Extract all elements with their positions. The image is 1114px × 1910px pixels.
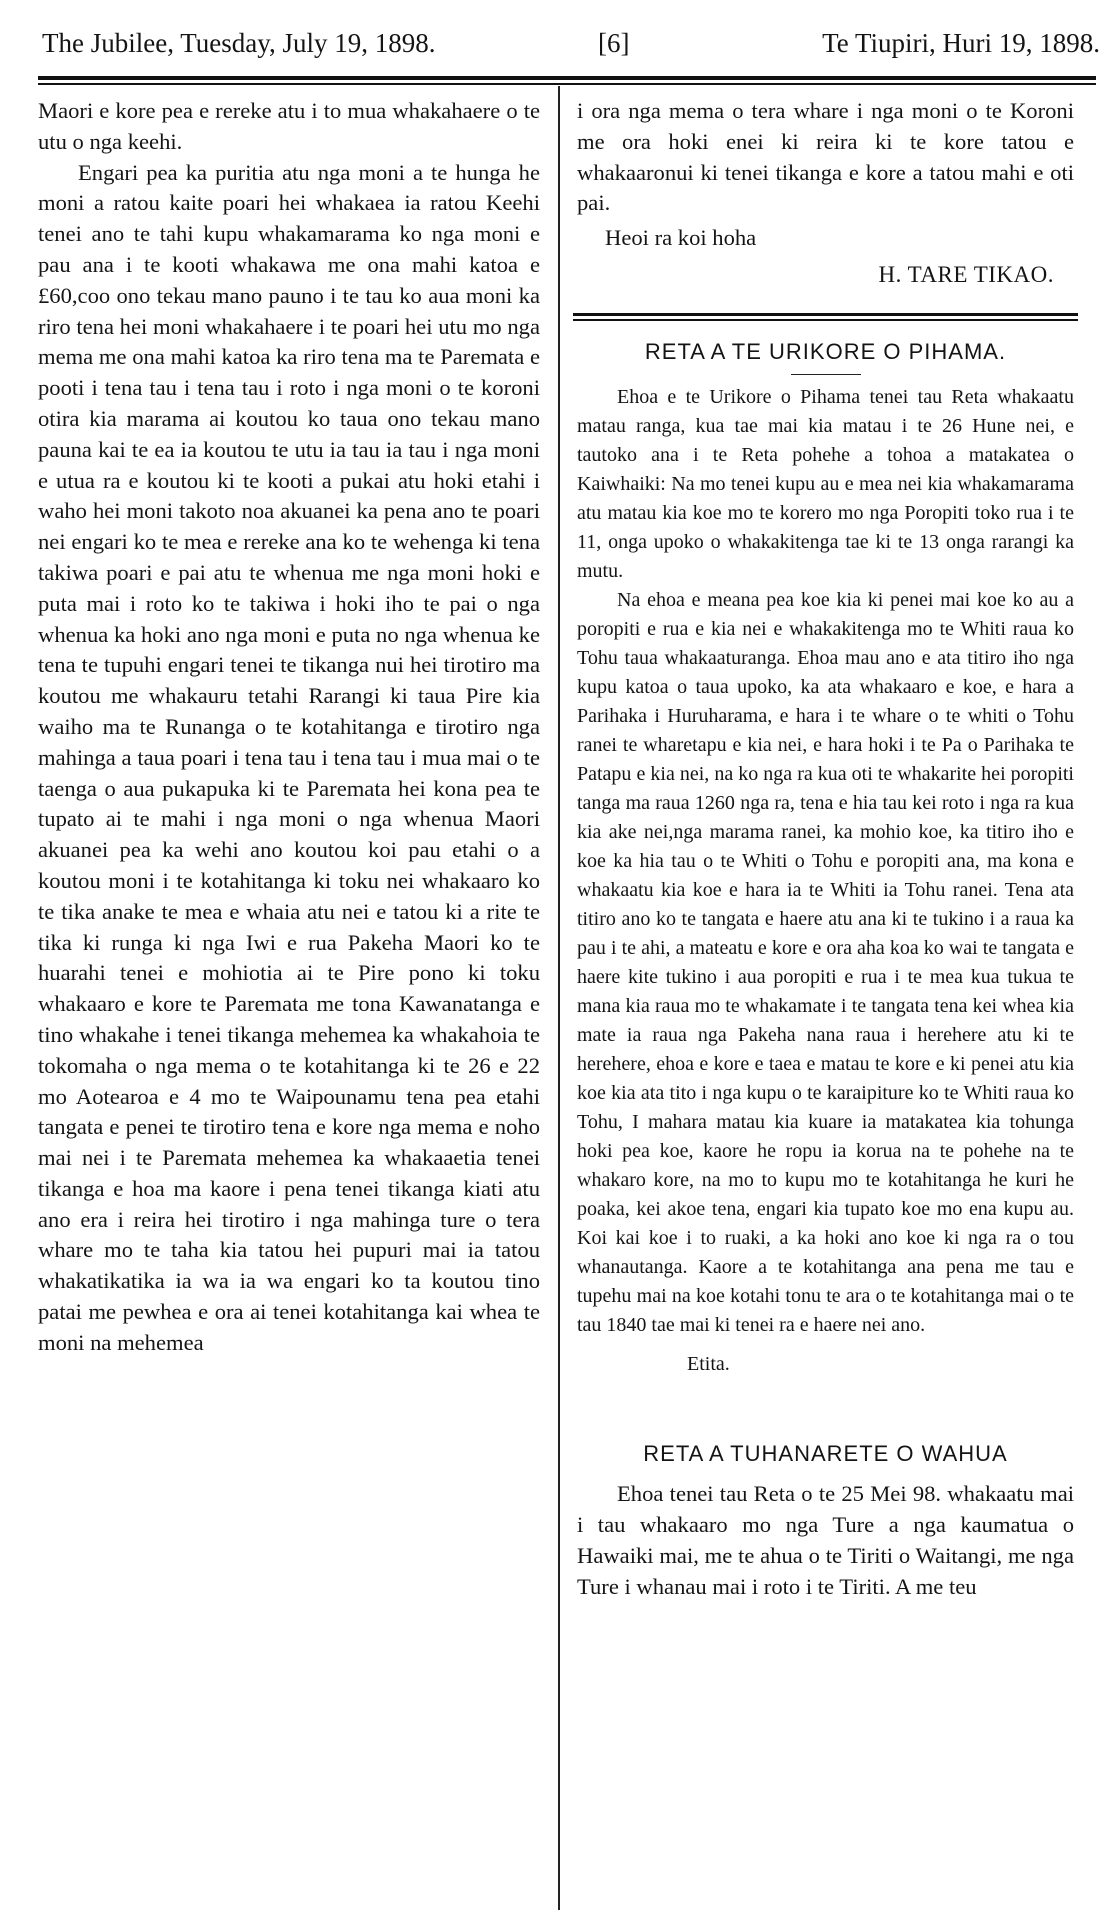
right-column	[577, 96, 1074, 1603]
column-divider	[558, 86, 560, 1910]
article-wahua-paragraph-1: Ehoa tenei tau Reta o te 25 Mei 98. whakaatu mai i tau whakaaro mo nga Ture a nga kaumatua o Hawaiki mai, me te ahua o te Tiriti o Waitangi, me nga Ture i whanau mai i roto i te Tiriti. A me teu	[577, 1481, 1074, 1599]
article-pihama	[577, 337, 1074, 1379]
letter-signoff: Heoi ra koi hoha	[605, 225, 757, 251]
left-column	[38, 96, 540, 1359]
article-pihama-paragraph-2: Na ehoa e meana pea koe kia ki penei mai koe ko au a poropiti e rua e kia nei e whakakitenga mo te Whiti raua ko Tohu taua whakaaturanga. Ehoa mau ano e ata titiro iho nga kupu katoa o taua upoko, ka ata whakaaro e koe, e hara a Parihaka i Huruharama, e hara i te whare o te whiti o Tohu ranei te wharetapu e kia nei, e hara hoki i te Pa o Parihaka te Patapu e kia nei, na ko nga ra kua oti te whakarite hei poropiti tanga ma raua 1260 nga ra, tena e hia tau kei roto i nga ra kua kia ake nei,nga marama ranei, ka mohio koe, ka titiro iho e koe ka hia tau o te Whiti o Tohu e poropiti ana, ma kona e whakaatu kia koe e hara ia te Whiti ia Tohu ranei. Tena ata titiro ano ko te tangata e haere atu ana ki te tukino i a raua ka pau i te ahi, a mateatu e kore e ora aha koa ko wai te tangata e haere kite tukino i aua poropiti e rua i te mea kua tukua te mana kia raua mo te whakamate i te tangata tena kei whea kia mate ia raua nga Pakeha nana raua i herehere atu ki te herehere, ehoa e kore e taea e matau te kore e ki penei atu kia koe kia ata tito i nga kupu o te karaipiture ko te Whiti raua ko Tohu, I mahara matau kia kuare ia matakatea kia tohunga hoki pea koe, kaore he ropu ia korua na te pohehe na te whakaro kore, na mo to kupu mo te kotahitanga he kuri he poaka, kei akoe tena, engari kia tupato koe mo ena kupu au. Koi kai koe i to ruaki, a ka hoki ano koe ki nga ra o tou whanautanga. Kaore a te kotahitanga ana pena me tau e tupehu mai na koe kotahi tonu te ara o te kotahitanga mai o te tau 1840 tae mai ki tenei ra e haere nei ano.	[577, 588, 1074, 1336]
article-wahua-heading: RETA A TUHANARETE O WAHUA	[643, 1440, 1008, 1466]
left-paragraph-1: Maori e kore pea e rereke atu i to mua whakahaere o te utu o nga keehi.	[38, 98, 540, 154]
letter-continuation: i ora nga mema o tera whare i nga moni o te Koroni me ora hoki enei ki reira ki te kore tatou e whakaaronui ki tenei tikanga e kore a tatou mahi e oti pai.	[577, 98, 1074, 216]
page-number: [6]	[598, 28, 630, 58]
masthead-rule-thick	[38, 76, 1096, 80]
masthead	[30, 18, 1100, 68]
article-pihama-paragraph-1: Ehoa e te Urikore o Pihama tenei tau Reta whakaatu matau ranga, kua tae mai kia matau i te 26 Hune nei, e tautoko ana i te Reta pohehe a tohoa a matakatea o Kaiwhaiki: Na mo tenei kupu au e mea nei kia whakamarama atu matau kia koe mo te korero mo nga Poropiti toko rua i te 11, onga upoko o whakakitenga tae ki te 13 onga rarangi ka mutu.	[577, 385, 1074, 582]
article-wahua	[577, 1439, 1074, 1603]
article-pihama-heading: RETA A TE URIKORE O PIHAMA.	[644, 338, 1007, 364]
section-rule-thin	[573, 319, 1078, 321]
editor-signoff: Etita.	[687, 1352, 730, 1375]
letter-signature: H. TARE TIKAO.	[878, 261, 1054, 287]
heading-underline	[791, 374, 861, 375]
masthead-english-date: The Jubilee, Tuesday, July 19, 1898.	[42, 28, 436, 58]
masthead-rule-thin	[38, 83, 1096, 85]
left-paragraph-2: Engari pea ka puritia atu nga moni a te hunga he moni a ratou kaite poari hei whakaea ia ratou Keehi tenei ano te tahi kupu whakamarama ko nga moni e pau ana i te kooti whakawa me ona mahi katoa e £60,coo ono tekau mano pauno i te tau ko aua moni ka riro tena hei moni whakahaere i te poari hei utu mo nga mema me ona mahi katoa ka riro tena ma te Paremata e pooti i tena tau i tena tau i roto i nga moni o te koroni otira kia marama ai koutou ko taua ono tekau mano pauna kai te ea ia koutou te utu ia tau ia tau i nga moni e utua ra e koutou ki te kooti a pukai atu hoki etahi i waho hei moni takoto noa akuanei ka pena ano te poari nei engari ko te mea e rereke ana ko te wehenga ki tena takiwa poari e pai atu te whenua me nga moni hoki e puta mai i roto ko te takiwa i hoki iho te pai o nga whenua ka hoki ano nga moni e puta no nga whenua ke tena te tupuhi engari tenei te tikanga nui hei tirotiro ma koutou me whakauru tetahi Rarangi ki taua Pire kia waiho ma te Runanga o te kotahitanga e tirotiro nga mahinga a taua poari i tena tau i tena tau i mua mai o te taenga o aua pukapuka ki te Paremata hei kona pea te tupato ai te mahi i nga moni o nga whenua Maori akuanei pea ka wehi ano koutou koi pau etahi o a koutou moni i te kotahitanga ki toku nei whakaaro ko te tika anake te mea e whaia atu nei e tatou ki a rite te tika ki runga ki nga Iwi e rua Pakeha Maori ko te huarahi tenei e mohiotia ai te Pire pono ki toku whakaaro e kore te Paremata me tona Kawanatanga e tino whakahe i tenei tikanga mehemea ka whakahoia te tokomaha o nga mema o te kotahitanga ki te 26 e 22 mo Aotearoa e 4 mo te Waipounamu tena pea etahi tangata e penei te tirotiro tena e kore nga mema e noho mai nei i te Paremata mehemea ka whakaaetia tenei tikanga e hoa ma kaore i pena tenei tikanga kiati atu ano era i reira hei tirotiro i nga mahinga ture o tera whare mo te taha kia tatou hei pupuri mai ia tatou whakatikatika ia wa ia wa engari ko ta koutou tino patai me pewhea e ora ai tenei kotahitanga kai whea te moni na mehemea	[38, 159, 540, 1355]
section-rule-thick	[573, 313, 1078, 316]
masthead-maori-date: Te Tiupiri, Huri 19, 1898.	[822, 28, 1100, 58]
